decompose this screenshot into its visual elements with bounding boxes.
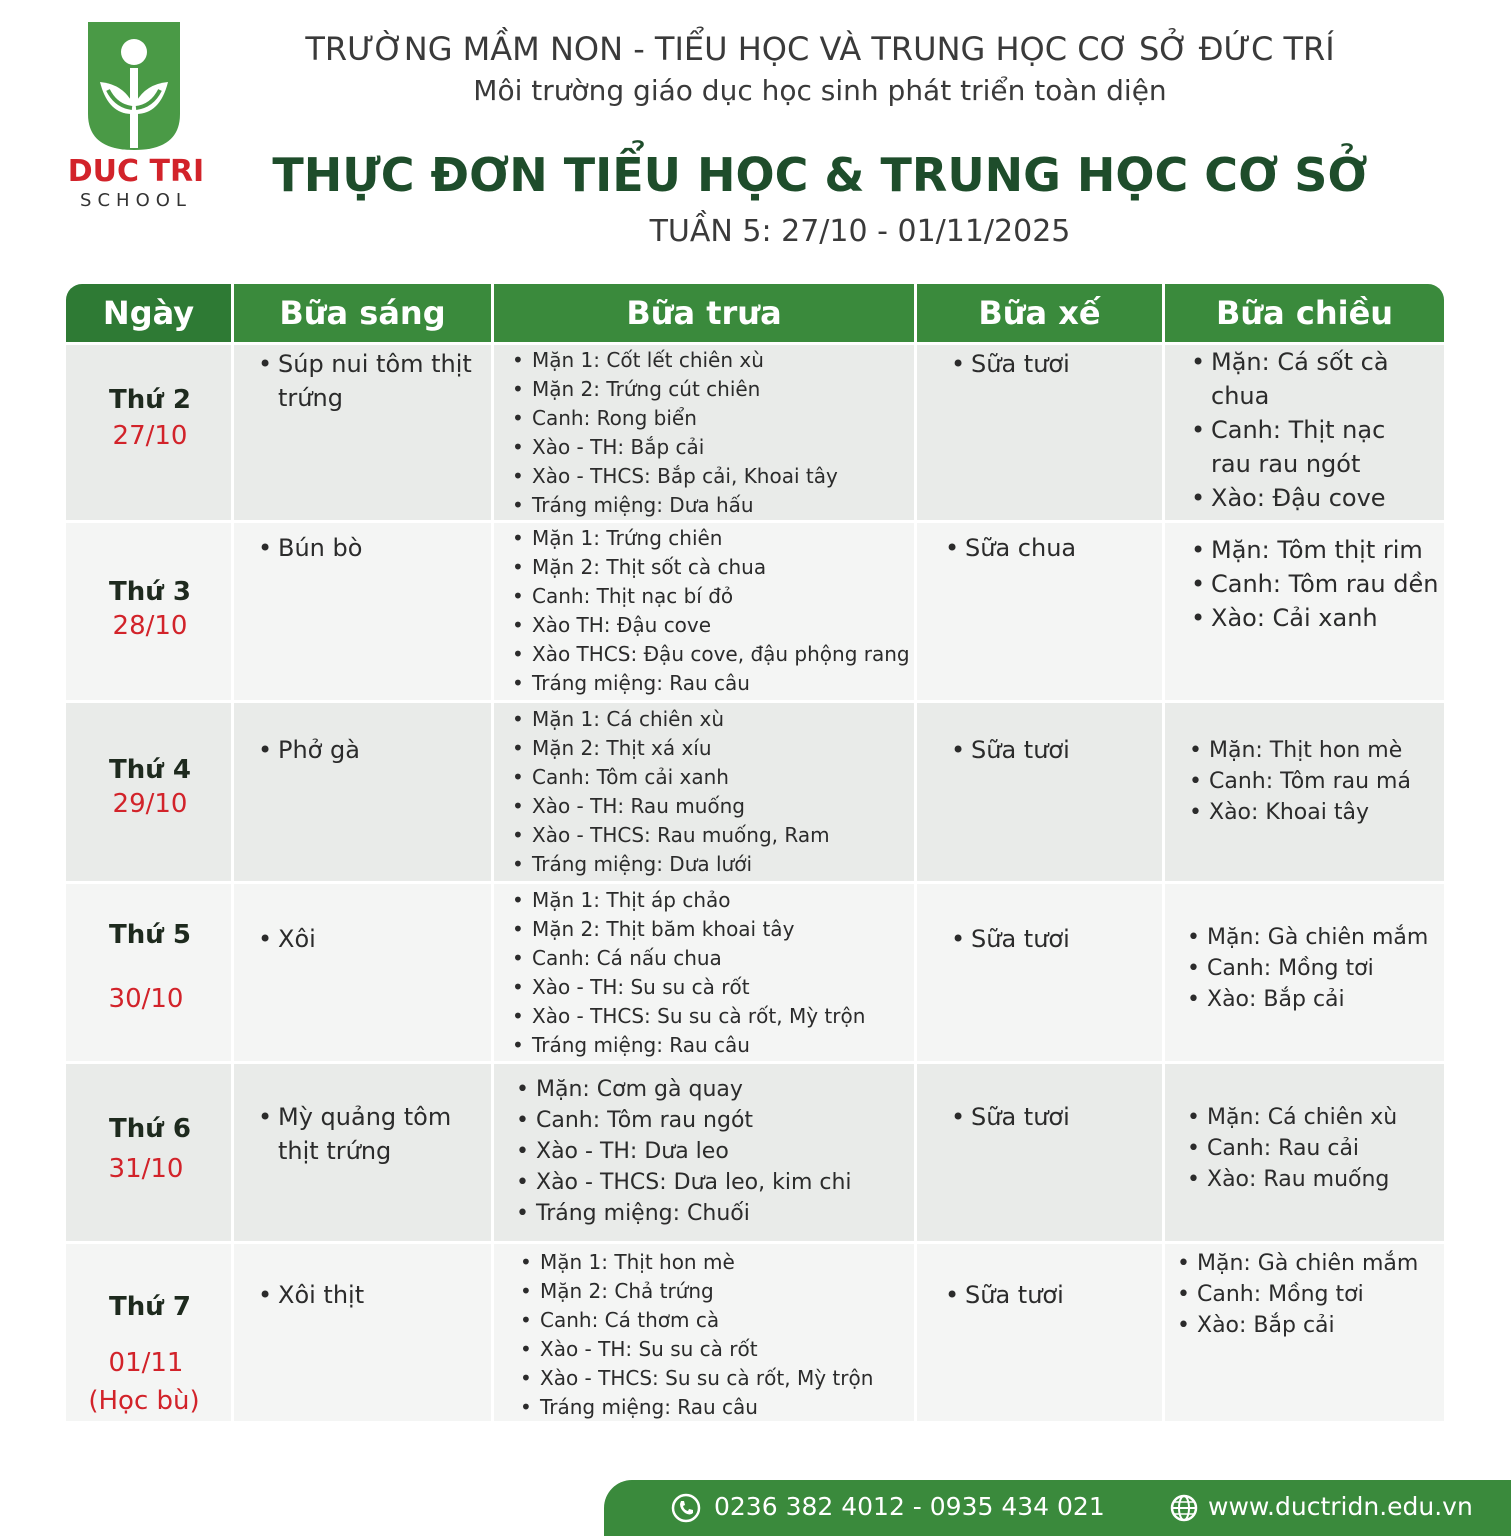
list-item: • Sữa tươi <box>945 1278 1064 1312</box>
list-item: • Phở gà <box>258 733 478 767</box>
lunch-list <box>512 346 838 520</box>
snack-list <box>951 1100 1070 1134</box>
header-snack: Bữa xế <box>917 284 1165 342</box>
day-label: Thứ 2 <box>109 385 191 415</box>
phone-icon <box>670 1492 702 1524</box>
list-item: • Mặn 2: Thịt xá xíu <box>512 734 830 763</box>
snack-list <box>945 531 1076 565</box>
dinner-list <box>1191 533 1441 635</box>
snack-list <box>951 922 1070 956</box>
list-item: • Mặn 2: Thịt băm khoai tây <box>512 915 865 944</box>
date-label: 01/11 <box>108 1348 184 1378</box>
list-item: • Xôi <box>258 922 478 956</box>
breakfast-list <box>258 733 478 767</box>
snack-list <box>951 733 1070 767</box>
logo-text-duc-tri: DUC TRI <box>67 154 205 189</box>
list-item: • Mỳ quảng tôm thịt trứng <box>258 1100 478 1168</box>
list-item: • Mặn 1: Cốt lết chiên xù <box>512 346 838 375</box>
list-item: • Canh: Tôm rau dền <box>1191 567 1441 601</box>
breakfast-list <box>258 1278 478 1312</box>
table-row <box>66 520 1444 700</box>
table-row <box>66 1241 1444 1421</box>
list-item: • Xào - TH: Su su cà rốt <box>520 1335 873 1364</box>
dinner-list <box>1191 345 1431 515</box>
list-item: • Canh: Cá thơm cà <box>520 1306 873 1335</box>
dinner-list <box>1177 1248 1437 1341</box>
list-item: • Tráng miệng: Dưa lưới <box>512 850 830 879</box>
day-label: Thứ 6 <box>109 1114 191 1144</box>
dinner-list <box>1187 1102 1437 1195</box>
table-row <box>66 1061 1444 1241</box>
day-label: Thứ 3 <box>109 577 191 607</box>
lunch-list <box>512 524 910 698</box>
list-item: • Tráng miệng: Dưa hấu <box>512 491 838 520</box>
breakfast-list <box>258 1100 478 1168</box>
dinner-list <box>1189 735 1439 828</box>
page-title: THỰC ĐƠN TIỂU HỌC & TRUNG HỌC CƠ SỞ <box>272 148 1368 202</box>
list-item: • Mặn 1: Thịt hon mè <box>520 1248 873 1277</box>
list-item: • Mặn: Gà chiên mắm <box>1187 922 1437 953</box>
header-lunch: Bữa trưa <box>494 284 917 342</box>
list-item: • Mặn 1: Cá chiên xù <box>512 705 830 734</box>
breakfast-list <box>258 531 478 565</box>
list-item: • Xào: Cải xanh <box>1191 601 1441 635</box>
list-item: • Mặn: Cá chiên xù <box>1187 1102 1437 1133</box>
list-item: • Sữa tươi <box>951 347 1070 381</box>
list-item: • Bún bò <box>258 531 478 565</box>
list-item: • Canh: Thịt nạc bí đỏ <box>512 582 910 611</box>
list-item: • Mặn: Gà chiên mắm <box>1177 1248 1437 1279</box>
list-item: • Mặn 1: Trứng chiên <box>512 524 910 553</box>
lunch-list <box>512 705 830 879</box>
table-row <box>66 881 1444 1061</box>
list-item: • Xào - THCS: Su su cà rốt, Mỳ trộn <box>512 1002 865 1031</box>
logo-shield-icon <box>88 22 180 150</box>
snack-list <box>945 1278 1064 1312</box>
list-item: • Mặn: Tôm thịt rim <box>1191 533 1441 567</box>
list-item: • Canh: Tôm rau má <box>1189 766 1439 797</box>
lunch-list <box>520 1248 873 1422</box>
list-item: • Xào: Rau muống <box>1187 1164 1437 1195</box>
list-item: • Canh: Thịt nạc rau rau ngót <box>1191 413 1431 481</box>
lunch-list <box>516 1074 852 1229</box>
date-label: 30/10 <box>108 984 184 1014</box>
list-item: • Canh: Mồng tơi <box>1187 953 1437 984</box>
website-link[interactable]: www.ductridn.edu.vn <box>1208 1492 1473 1521</box>
list-item: • Súp nui tôm thịt trứng <box>258 347 478 415</box>
day-label: Thứ 5 <box>109 920 191 950</box>
list-item: • Tráng miệng: Chuối <box>516 1198 852 1229</box>
list-item: • Canh: Tôm cải xanh <box>512 763 830 792</box>
list-item: • Sữa tươi <box>951 1100 1070 1134</box>
list-item: • Xào - TH: Dưa leo <box>516 1136 852 1167</box>
date-note: (Học bù) <box>88 1386 200 1416</box>
list-item: • Canh: Mồng tơi <box>1177 1279 1437 1310</box>
snack-list <box>951 347 1070 381</box>
table-row <box>66 342 1444 520</box>
list-item: • Mặn 2: Trứng cút chiên <box>512 375 838 404</box>
list-item: • Canh: Rong biển <box>512 404 838 433</box>
list-item: • Sữa tươi <box>951 733 1070 767</box>
list-item: • Xào - THCS: Su su cà rốt, Mỳ trộn <box>520 1364 873 1393</box>
list-item: • Tráng miệng: Rau câu <box>520 1393 873 1422</box>
list-item: • Xào - THCS: Bắp cải, Khoai tây <box>512 462 838 491</box>
list-item: • Xào - THCS: Rau muống, Ram <box>512 821 830 850</box>
breakfast-list <box>258 347 478 415</box>
table-row <box>66 700 1444 881</box>
table-header <box>66 284 1444 342</box>
breakfast-list <box>258 922 478 956</box>
date-label: 31/10 <box>108 1154 184 1184</box>
list-item: • Xào - TH: Su su cà rốt <box>512 973 865 1002</box>
logo-text-school: SCHOOL <box>80 190 192 211</box>
list-item: • Xào: Bắp cải <box>1177 1310 1437 1341</box>
list-item: • Xào - TH: Rau muống <box>512 792 830 821</box>
phone-numbers[interactable]: 0236 382 4012 - 0935 434 021 <box>714 1492 1105 1521</box>
day-label: Thứ 4 <box>109 755 191 785</box>
list-item: • Mặn: Cá sốt cà chua <box>1191 345 1431 413</box>
date-label: 28/10 <box>112 611 188 641</box>
date-label: 27/10 <box>112 421 188 451</box>
header-dinner: Bữa chiều <box>1165 284 1444 342</box>
list-item: • Mặn 1: Thịt áp chảo <box>512 886 865 915</box>
list-item: • Xôi thịt <box>258 1278 478 1312</box>
list-item: • Mặn: Cơm gà quay <box>516 1074 852 1105</box>
day-label: Thứ 7 <box>109 1292 191 1322</box>
list-item: • Xào - THCS: Dưa leo, kim chi <box>516 1167 852 1198</box>
dinner-list <box>1187 922 1437 1015</box>
list-item: • Canh: Cá nấu chua <box>512 944 865 973</box>
list-item: • Tráng miệng: Rau câu <box>512 1031 865 1060</box>
week-range: TUẦN 5: 27/10 - 01/11/2025 <box>649 214 1071 249</box>
list-item: • Mặn: Thịt hon mè <box>1189 735 1439 766</box>
list-item: • Sữa tươi <box>951 922 1070 956</box>
date-label: 29/10 <box>112 789 188 819</box>
school-name: TRƯỜNG MẦM NON - TIỂU HỌC VÀ TRUNG HỌC CƠ SỞ ĐỨC TRÍ <box>305 30 1335 68</box>
list-item: • Mặn 2: Chả trứng <box>520 1277 873 1306</box>
list-item: • Canh: Tôm rau ngót <box>516 1105 852 1136</box>
lunch-list <box>512 886 865 1060</box>
list-item: • Sữa chua <box>945 531 1076 565</box>
menu-table <box>66 284 1444 1421</box>
slogan: Môi trường giáo dục học sinh phát triển toàn diện <box>473 74 1167 107</box>
contact-footer <box>604 1480 1511 1536</box>
list-item: • Tráng miệng: Rau câu <box>512 669 910 698</box>
list-item: • Xào - TH: Bắp cải <box>512 433 838 462</box>
list-item: • Canh: Rau cải <box>1187 1133 1437 1164</box>
list-item: • Xào: Khoai tây <box>1189 797 1439 828</box>
header-day: Ngày <box>66 284 234 342</box>
list-item: • Xào THCS: Đậu cove, đậu phộng rang <box>512 640 910 669</box>
header-breakfast: Bữa sáng <box>234 284 494 342</box>
list-item: • Xào: Bắp cải <box>1187 984 1437 1015</box>
list-item: • Mặn 2: Thịt sốt cà chua <box>512 553 910 582</box>
list-item: • Xào: Đậu cove <box>1191 481 1431 515</box>
list-item: • Xào TH: Đậu cove <box>512 611 910 640</box>
globe-icon <box>1168 1492 1200 1524</box>
